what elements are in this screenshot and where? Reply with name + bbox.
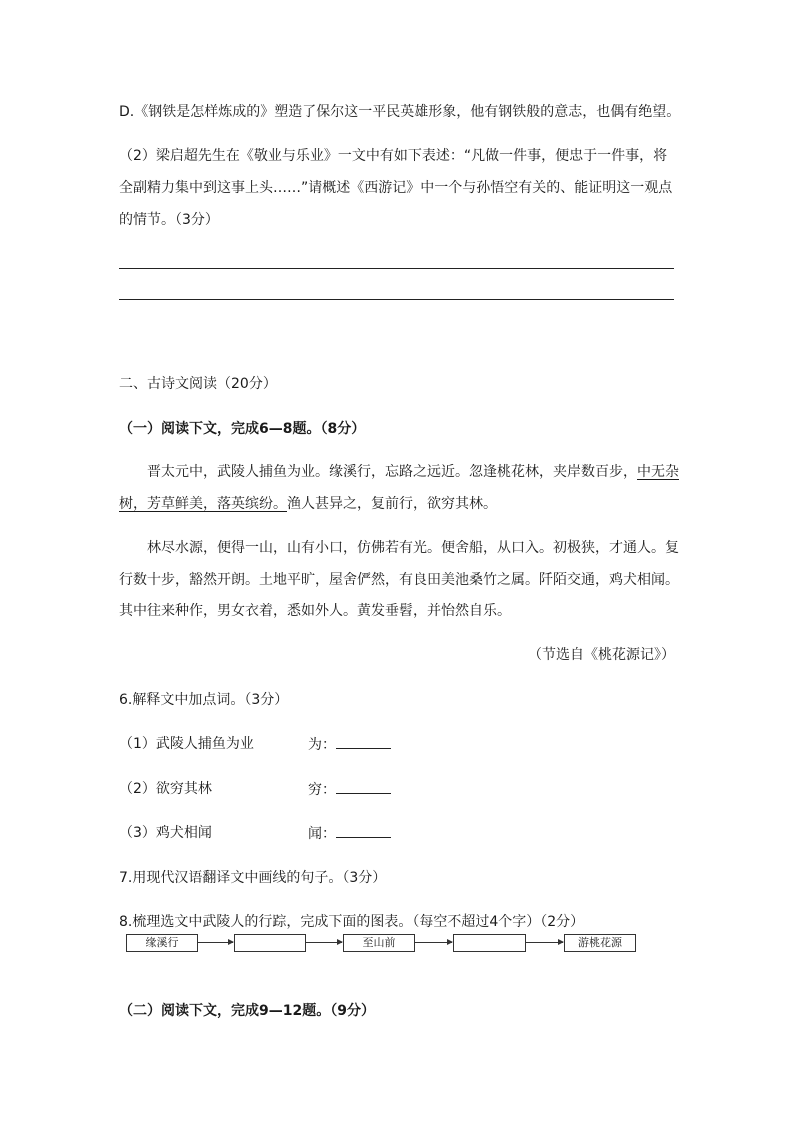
question-2-line-1: （2）梁启超先生在《敬业与乐业》一文中有如下表述：“凡做一件事，便忠于一件事，将	[119, 148, 668, 164]
question-8-stem: 8.梳理选文中武陵人的行踪，完成下面的图表。（每空不超过4个字）（2分）	[119, 914, 585, 930]
item-phrase: （3）鸡犬相闻	[119, 825, 212, 841]
flow-box-blank-2[interactable]	[453, 934, 526, 952]
question-2-line-3: 的情节。（3分）	[119, 212, 219, 228]
item-word: 闻：	[308, 825, 391, 842]
passage-p2-line-2: 行数十步，豁然开朗。土地平旷，屋舍俨然，有良田美池桑竹之属。阡陌交通，鸡犬相闻。	[119, 572, 679, 588]
flow-arrow-icon	[306, 942, 342, 943]
option-d: D.《钢铁是怎样炼成的》塑造了保尔这一平民英雄形象，他有钢铁般的意志，也偶有绝望。	[119, 104, 681, 120]
flow-box-5: 游桃花源	[564, 934, 636, 952]
passage-source: （节选自《桃花源记》）	[528, 647, 675, 663]
passage-p2-line-3: 其中往来种作，男女衣着，悉如外人。黄发垂髫，并怡然自乐。	[119, 603, 511, 619]
part-2-title: （二）阅读下文，完成9—12题。（9分）	[119, 1003, 375, 1019]
flow-box-blank-1[interactable]	[234, 934, 306, 952]
question-6-stem: 6.解释文中加点词。（3分）	[119, 692, 289, 708]
passage-text: 渔人甚异之，复前行，欲穷其林。	[287, 496, 497, 512]
answer-line-2[interactable]	[119, 299, 674, 300]
flow-arrow-icon	[526, 942, 563, 943]
passage-p2-line-1: 林尽水源，便得一山，山有小口，仿佛若有光。便舍船，从口入。初极狭，才通人。复	[147, 540, 679, 556]
flow-box-3: 至山前	[343, 934, 415, 952]
answer-blank[interactable]	[336, 736, 391, 749]
question-6-item-3	[119, 825, 675, 841]
passage-p1-line-1	[119, 464, 679, 480]
question-7: 7.用现代汉语翻译文中画线的句子。（3分）	[119, 870, 387, 886]
item-word: 穷：	[308, 781, 391, 798]
underlined-sentence: 树，芳草鲜美，落英缤纷。	[119, 496, 287, 512]
answer-line-1[interactable]	[119, 268, 674, 269]
question-6-item-2	[119, 781, 675, 797]
item-word: 为：	[308, 736, 391, 753]
answer-blank[interactable]	[336, 781, 391, 794]
item-phrase: （2）欲穷其林	[119, 781, 212, 797]
passage-p1-line-2	[119, 496, 675, 512]
question-6-item-1	[119, 736, 675, 752]
passage-text: 晋太元中，武陵人捕鱼为业。缘溪行，忘路之远近。忽逢桃花林，夹岸数百步，	[147, 464, 637, 480]
answer-blank[interactable]	[336, 825, 391, 838]
question-2-line-2: 全副精力集中到这事上头……”请概述《西游记》中一个与孙悟空有关的、能证明这一观点	[119, 180, 673, 196]
flow-arrow-icon	[415, 942, 452, 943]
flow-arrow-icon	[198, 942, 233, 943]
section-2-title: 二、古诗文阅读（20分）	[119, 376, 277, 392]
underlined-sentence: 中无杂	[637, 464, 679, 480]
item-phrase: （1）武陵人捕鱼为业	[119, 736, 254, 752]
part-1-title: （一）阅读下文，完成6—8题。（8分）	[119, 421, 366, 437]
flow-box-1: 缘溪行	[126, 934, 198, 952]
